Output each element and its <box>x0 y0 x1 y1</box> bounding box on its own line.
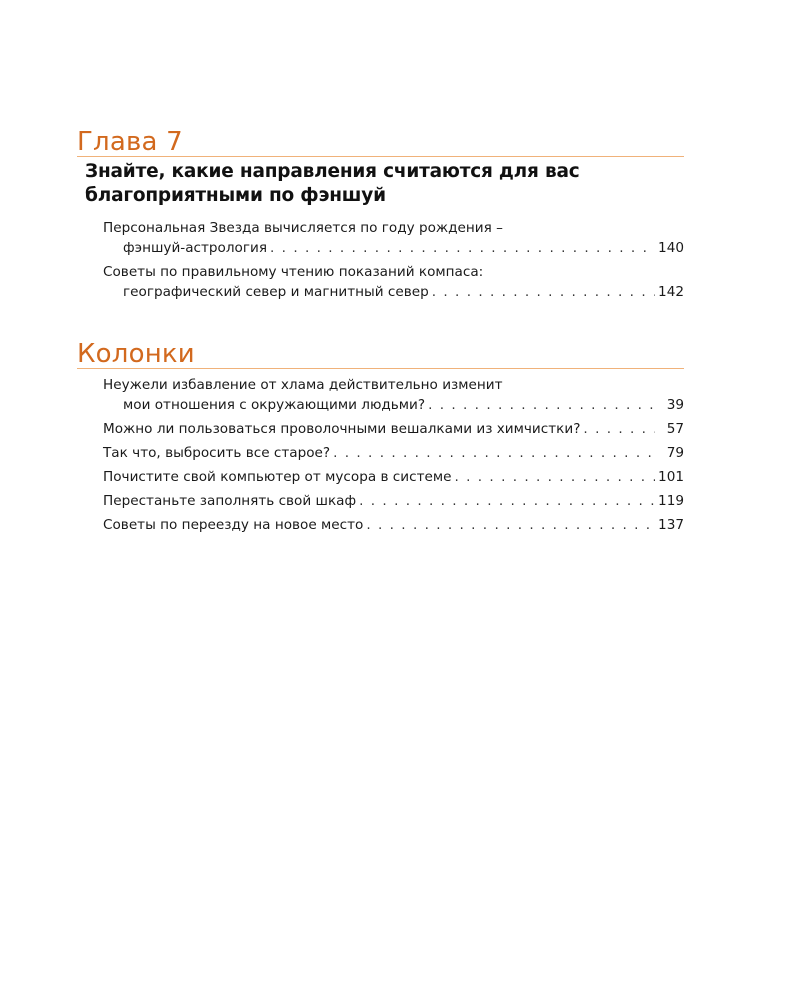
toc-entry-title: Можно ли пользоваться проволочными вешалками из химчистки? <box>103 421 581 437</box>
toc-entry-title-line1: Советы по правильному чтению показаний компаса: <box>103 264 484 280</box>
toc-entry-title: Так что, выбросить все старое? <box>103 445 331 461</box>
toc-page-number: 119 <box>658 493 684 509</box>
toc-page-number: 137 <box>658 517 684 533</box>
columns-toc <box>77 375 684 535</box>
toc-page-number: 79 <box>666 445 684 461</box>
toc-page-number: 101 <box>658 469 684 485</box>
columns-section <box>77 340 684 539</box>
dot-leader <box>359 491 655 511</box>
toc-entry-title-line1: Персональная Звезда вычисляется по году рождения – <box>103 220 503 236</box>
chapter-7-section <box>77 128 684 306</box>
dot-leader <box>270 238 655 258</box>
columns-heading: Колонки <box>77 340 684 369</box>
toc-entry-title-line1: Неужели избавление от хлама действительно изменит <box>103 377 503 393</box>
toc-page-number: 39 <box>666 397 684 413</box>
toc-page-number: 57 <box>666 421 684 437</box>
chapter-heading: Глава 7 <box>77 128 684 157</box>
toc-entry-title: Почистите свой компьютер от мусора в системе <box>103 469 452 485</box>
dot-leader <box>366 515 655 535</box>
toc-entry-title-line2: фэншуй-астрология <box>123 240 268 256</box>
dot-leader <box>428 395 655 415</box>
toc-page-number: 142 <box>658 284 684 300</box>
dot-leader <box>583 419 655 439</box>
dot-leader <box>333 443 655 463</box>
toc-entry-title-line2: географический север и магнитный север <box>123 284 429 300</box>
toc-entry[interactable] <box>103 262 684 302</box>
toc-entry-title-line2: мои отношения с окружающими людьми? <box>123 397 426 413</box>
toc-entry[interactable] <box>103 491 684 511</box>
toc-entry-title: Советы по переезду на новое место <box>103 517 364 533</box>
toc-entry[interactable] <box>103 515 684 535</box>
toc-page-number: 140 <box>658 240 684 256</box>
toc-entry[interactable] <box>103 419 684 439</box>
toc-entry[interactable] <box>103 218 684 258</box>
toc-entry-title: Перестаньте заполнять свой шкаф <box>103 493 357 509</box>
toc-entry[interactable] <box>103 375 684 415</box>
toc-entry[interactable] <box>103 443 684 463</box>
chapter-toc <box>77 218 684 302</box>
dot-leader <box>455 467 656 487</box>
chapter-subtitle <box>77 160 684 208</box>
chapter-subtitle-line2: благоприятными по фэншуй <box>85 185 386 206</box>
chapter-subtitle-line1: Знайте, какие направления считаются для вас <box>85 161 580 182</box>
toc-entry[interactable] <box>103 467 684 487</box>
dot-leader <box>432 282 655 302</box>
